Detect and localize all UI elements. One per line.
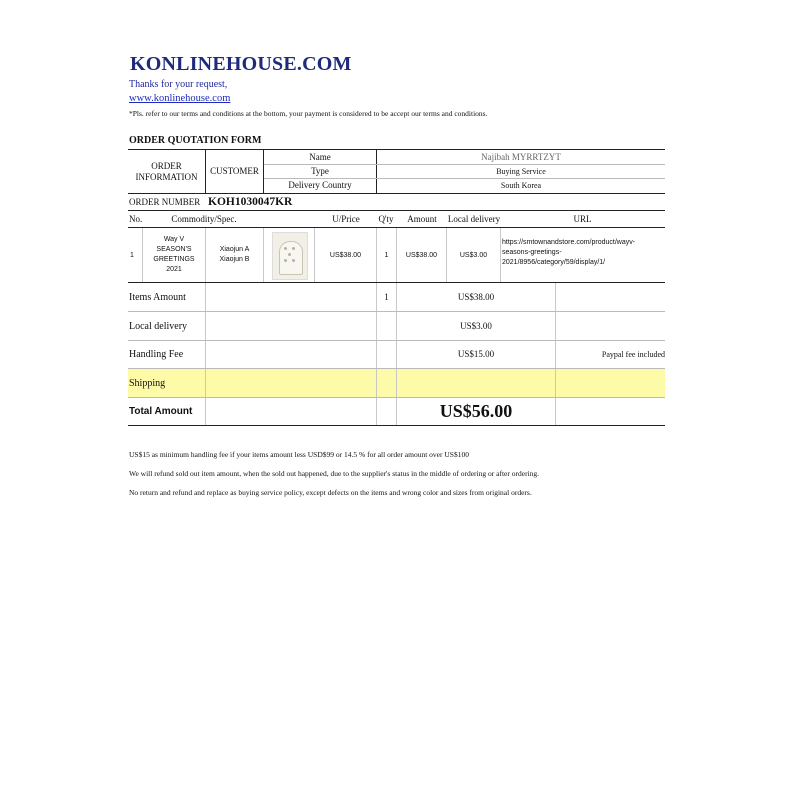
divider — [500, 228, 501, 282]
col-amount: Amount — [407, 213, 437, 224]
col-url: URL — [573, 213, 592, 224]
row-local-delivery: US$3.00 — [459, 251, 488, 259]
col-no: No. — [129, 213, 143, 224]
local-delivery-value: US$3.00 — [460, 320, 492, 331]
handling-fee-note: Paypal fee included — [601, 350, 665, 359]
name-line: 2021 — [166, 266, 182, 273]
col-uprice: U/Price — [332, 213, 360, 224]
row-uprice: US$38.00 — [329, 251, 362, 259]
site-link[interactable]: www.konlinehouse.com — [129, 93, 231, 104]
local-delivery-label: Local delivery — [129, 320, 188, 332]
divider — [128, 193, 665, 194]
type-value: Buying Service — [496, 166, 546, 176]
terms-note: *Pls. refer to our terms and conditions at the bottom, your payment is considered to be accept our terms and conditions. — [129, 109, 488, 118]
delivery-country-value: South Korea — [500, 181, 542, 190]
product-thumbnail-icon — [272, 232, 308, 280]
order-number-value: KOH1030047KR — [208, 196, 293, 208]
url-line: 2021/8956/category/59/display/1/ — [502, 259, 606, 266]
row-commodity-name — [143, 234, 205, 276]
row-url[interactable] — [502, 238, 664, 272]
type-label: Type — [311, 165, 329, 176]
divider — [205, 283, 206, 425]
order-info-label: ORDER INFORMATION — [135, 160, 198, 182]
customer-label: CUSTOMER — [210, 166, 259, 176]
name-value: Najibah MYRRTZYT — [481, 151, 561, 162]
divider — [128, 210, 665, 211]
handling-fee-value: US$15.00 — [457, 349, 495, 359]
order-number-label: ORDER NUMBER — [129, 197, 201, 207]
url-line: seasons-greetings- — [502, 249, 562, 256]
form-title: ORDER QUOTATION FORM — [129, 135, 262, 146]
total-amount-label: Total Amount — [129, 406, 193, 417]
divider — [263, 228, 264, 282]
brand-title: KONLINEHOUSE.COM — [130, 53, 352, 75]
col-commodity: Commodity/Spec. — [171, 213, 237, 224]
name-line: SEASON'S — [156, 246, 192, 253]
footnote: No return and refund and replace as buying service policy, except defects on the items and wrong color and sizes from original orders. — [129, 488, 532, 497]
name-line: Way V — [163, 236, 185, 243]
row-no: 1 — [130, 251, 134, 259]
name-label: Name — [309, 151, 331, 162]
items-amount-value: US$38.00 — [457, 291, 495, 302]
name-line: GREETINGS — [153, 256, 195, 263]
handling-fee-label: Handling Fee — [129, 349, 184, 360]
shipping-label: Shipping — [129, 377, 166, 389]
row-amount: US$38.00 — [405, 251, 438, 259]
footnote: US$15 as minimum handling fee if your items amount less USD$99 or 14.5 % for all order amount over US$100 — [129, 450, 469, 459]
items-amount-label: Items Amount — [129, 291, 186, 303]
items-amount-qty: 1 — [384, 291, 389, 302]
row-spec — [206, 240, 263, 270]
thanks-text: Thanks for your request, — [129, 79, 228, 90]
divider — [128, 368, 665, 369]
col-qty: Q'ty — [378, 213, 394, 224]
row-qty: 1 — [384, 251, 389, 259]
url-line: https://smtownandstore.com/product/wayv- — [502, 239, 636, 246]
col-local-delivery: Local delivery — [447, 213, 501, 224]
shipping-highlight — [206, 369, 665, 397]
footnote: We will refund sold out item amount, when the sold out happened, due to the supplier's status in the middle of ordering or after ordering. — [129, 469, 540, 478]
delivery-country-label: Delivery Country — [288, 180, 352, 190]
total-amount-value: US$56.00 — [439, 401, 513, 421]
spec-line: Xiaojun A — [219, 246, 250, 253]
divider — [128, 425, 665, 426]
spec-line: Xiaojun B — [219, 256, 250, 263]
